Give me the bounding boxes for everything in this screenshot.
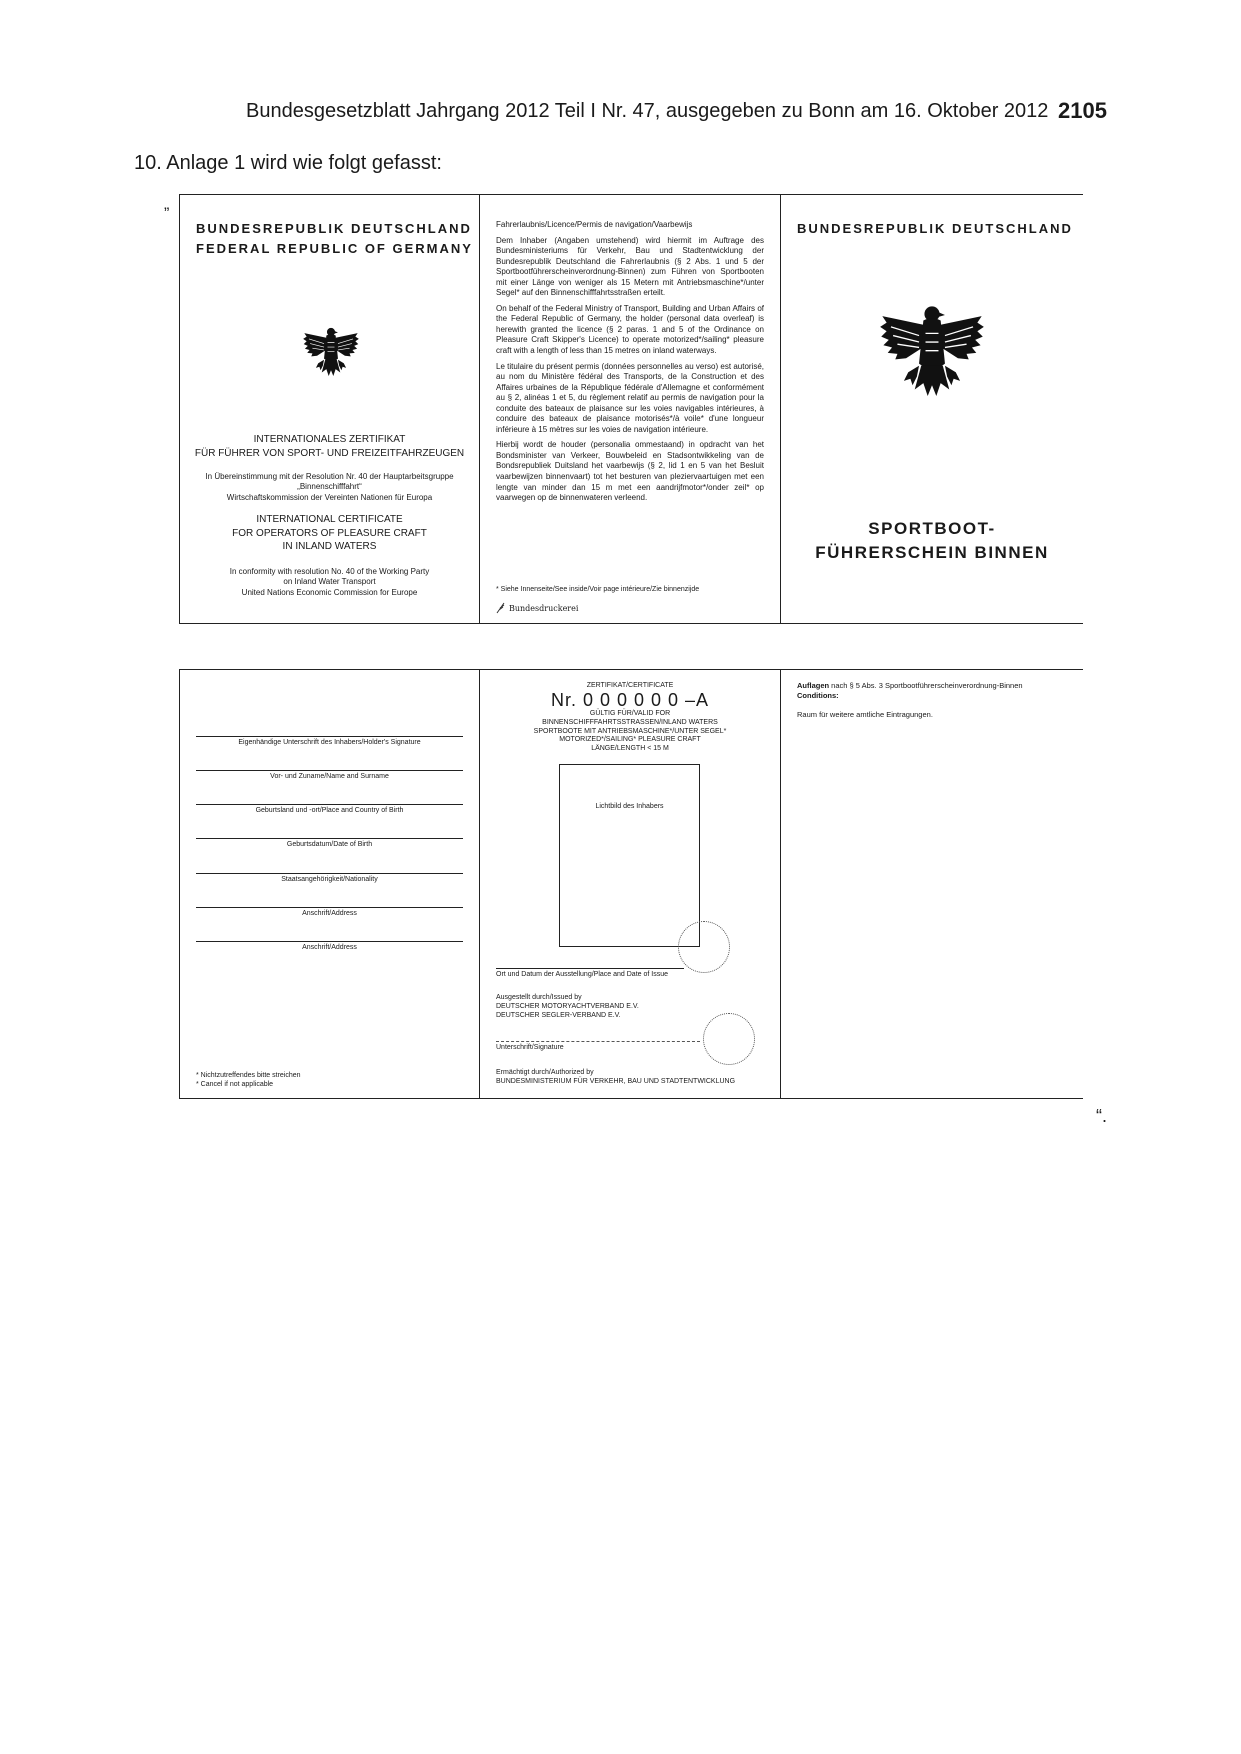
front-cover-panel: [179, 195, 480, 623]
validity-line: BINNENSCHIFFFAHRTSSTRASSEN/INLAND WATERS: [542, 718, 718, 726]
conformity-de-line: „Binnenschifffahrt“: [297, 482, 362, 492]
front-text-panel: [480, 195, 781, 623]
country-title-en: FEDERAL REPUBLIC OF GERMANY: [196, 241, 473, 256]
printer-mark: [496, 602, 578, 614]
footnote: * Siehe Innenseite/See inside/Voir page intérieure/Zie binnenzijde: [496, 586, 700, 593]
conformity-de-line: In Übereinstimmung mit der Resolution Nr. 40 der Hauptarbeitsgruppe: [205, 472, 454, 481]
stamp-circle: [678, 921, 730, 973]
conditions-bold: Auflagen: [797, 681, 830, 690]
licence-para-en: On behalf of the Federal Ministry of Transport, Building and Urban Affairs of the Federal Republic of Germany, the holder (personal data overleaf) is herewith granted the licence (§ 2 paras. 1 and 5 of the Ordinance on Pleasure Craft Skipper's Licence) to operate motorized*/sailing* pleasure craft with a length of less than 15 metres on inland waterways.: [496, 303, 764, 356]
conditions-panel: [781, 670, 1083, 1098]
place-date-field[interactable]: Ort und Datum der Ausstellung/Place and Date of Issue: [496, 968, 684, 978]
address-field[interactable]: Anschrift/Address: [196, 941, 463, 951]
cert-en-line: FOR OPERATORS OF PLEASURE CRAFT: [232, 527, 427, 539]
cert-title-de: [186, 433, 473, 460]
name-field[interactable]: Vor- und Zuname/Name and Surname: [196, 770, 463, 780]
cert-de-line: FÜR FÜHRER VON SPORT- UND FREIZEITFAHRZEUGEN: [194, 447, 465, 459]
licence-heading: Fahrerlaubnis/Licence/Permis de navigation/Vaarbewijs: [496, 220, 693, 229]
opening-quote: „: [164, 196, 170, 213]
conformity-en-line: on Inland Water Transport: [283, 577, 376, 587]
cancel-note: [196, 1071, 301, 1089]
conditions-heading: [797, 681, 1073, 691]
certificate-number: Nr. 0 0 0 0 0 0 –A: [550, 690, 710, 710]
signature-field[interactable]: Eigenhändige Unterschrift des Inhabers/Holder's Signature: [196, 736, 463, 746]
validity-line: SPORTBOOTE MIT ANTRIEBSMASCHINE*/UNTER SEGEL*: [533, 727, 727, 735]
cert-de-line: INTERNATIONALES ZERTIFIKAT: [253, 434, 406, 445]
certificate-label: ZERTIFIKAT/CERTIFICATE: [586, 682, 674, 689]
page-number: 2105: [1058, 98, 1107, 123]
cancel-note-en: * Cancel if not applicable: [196, 1081, 274, 1089]
licence-back: [179, 669, 1083, 1099]
validity: [480, 710, 780, 754]
running-title: Bundesgesetzblatt Jahrgang 2012 Teil I Nr. 47, ausgegeben zu Bonn am 16. Oktober 2012: [246, 100, 1049, 122]
holder-data-panel: [179, 670, 480, 1098]
conditions-en: Conditions:: [797, 690, 839, 700]
licence-title-line: SPORTBOOT-: [868, 519, 996, 538]
validity-line: MOTORIZED*/SAILING* PLEASURE CRAFT: [559, 736, 701, 744]
conformity-de: [186, 472, 473, 503]
authority-line: Ermächtigt durch/Authorized by: [496, 1069, 594, 1076]
certificate-panel: [480, 670, 781, 1098]
issuer-line: DEUTSCHER SEGLER-VERBAND E.V.: [496, 1012, 621, 1020]
issuer-line: Ausgestellt durch/Issued by: [496, 994, 582, 1001]
conformity-de-line: Wirtschaftskommission der Vereinten Nationen für Europa: [226, 492, 433, 502]
photo-box[interactable]: [559, 764, 700, 947]
stamp-circle: [703, 1013, 755, 1065]
conformity-en-line: In conformity with resolution No. 40 of the Working Party: [229, 567, 430, 576]
cert-en-line: IN INLAND WATERS: [282, 541, 377, 552]
birthdate-field[interactable]: Geburtsdatum/Date of Birth: [196, 838, 463, 848]
licence-text: [496, 220, 764, 509]
federal-eagle-icon: [877, 301, 987, 409]
conformity-en: [186, 567, 473, 598]
feather-icon: [496, 602, 506, 614]
closing-quote: “.: [1096, 1106, 1107, 1126]
cert-title-en: [186, 513, 473, 554]
licence-para-nl: Hierbij wordt de houder (personalia ommestaand) in opdracht van het Bondsminister van Verkeer, Bouwbeleid en Stadsontwikkeling van de Bondsrepubliek Duitsland het vaarbewijs (§ 2, lid 1 en 5 van het Besluit vaarbewijzen binnenvaart) tot het besturen van pleziervaartuigen met een lengte van minder dan 15 m met een aandrijfmotor*/onder zeil* op vaarwegen op de binnenwateren verleend.: [496, 440, 764, 503]
authority-block: [496, 1068, 770, 1086]
country-title-de: BUNDESREPUBLIK DEUTSCHLAND: [196, 221, 472, 236]
conformity-en-line: United Nations Economic Commission for Europe: [241, 587, 418, 597]
issuer-line: DEUTSCHER MOTORYACHTVERBAND E.V.: [496, 1003, 639, 1011]
licence-para-fr: Le titulaire du présent permis (données personnelles au verso) est autorisé, au nom du Ministère fédéral des Transports, de la Construction et des Affaires urbaines de la République fédérale d'Allemagne et conformément au § 2, alinéas 1 et 5, du règlement relatif au permis de navigation pour la conduite des bateaux de plaisance sur les voies navigables intérieures, à conduire des bateaux de plaisance motorisés*/à voile* d'une longueur inférieure à 15 mètres sur les voies de navigation intérieure.: [496, 361, 764, 434]
cancel-note-de: * Nichtzutreffendes bitte streichen: [196, 1072, 301, 1079]
conditions-rest: nach § 5 Abs. 3 Sportbootführerscheinverordnung-Binnen: [829, 681, 1023, 690]
cert-en-line: INTERNATIONAL CERTIFICATE: [256, 514, 403, 525]
validity-line: LÄNGE/LENGTH < 15 M: [591, 745, 669, 752]
licence-para-de: Dem Inhaber (Angaben umstehend) wird hiermit im Auftrage des Bundesministeriums für Verkehr, Bau und Stadtentwicklung der Bundesrepublik Deutschland die Fahrerlaubnis (§ 2 Abs. 1 und 5 der Sportbootführerscheinverordnung-Binnen) zum Führen von Sportbooten mit einer Länge von weniger als 15 Metern mit Antriebsmaschine*/unter Segel* auf den Binnenschifffahrtsstraßen erteilt.: [496, 235, 764, 298]
front-title-panel: [781, 195, 1083, 623]
licence-title: [781, 517, 1083, 565]
birthplace-field[interactable]: Geburtsland und -ort/Place and Country of Birth: [196, 804, 463, 814]
intro-text: 10. Anlage 1 wird wie folgt gefasst:: [134, 152, 442, 174]
authority-line: BUNDESMINISTERIUM FÜR VERKEHR, BAU UND STADTENTWICKLUNG: [496, 1078, 736, 1086]
printer-name: Bundesdruckerei: [509, 603, 579, 613]
photo-label: Lichtbild des Inhabers: [595, 803, 664, 810]
country-title: BUNDESREPUBLIK DEUTSCHLAND: [797, 221, 1073, 236]
space-note: Raum für weitere amtliche Eintragungen.: [797, 709, 933, 719]
address-field[interactable]: Anschrift/Address: [196, 907, 463, 917]
licence-front: [179, 194, 1083, 624]
signature-field[interactable]: Unterschrift/Signature: [496, 1041, 700, 1051]
federal-eagle-icon: [302, 325, 360, 383]
conditions-block: [797, 681, 1073, 719]
nationality-field[interactable]: Staatsangehörigkeit/Nationality: [196, 873, 463, 883]
licence-title-line: FÜHRERSCHEIN BINNEN: [815, 543, 1049, 562]
validity-line: GÜLTIG FÜR/VALID FOR: [589, 710, 671, 717]
